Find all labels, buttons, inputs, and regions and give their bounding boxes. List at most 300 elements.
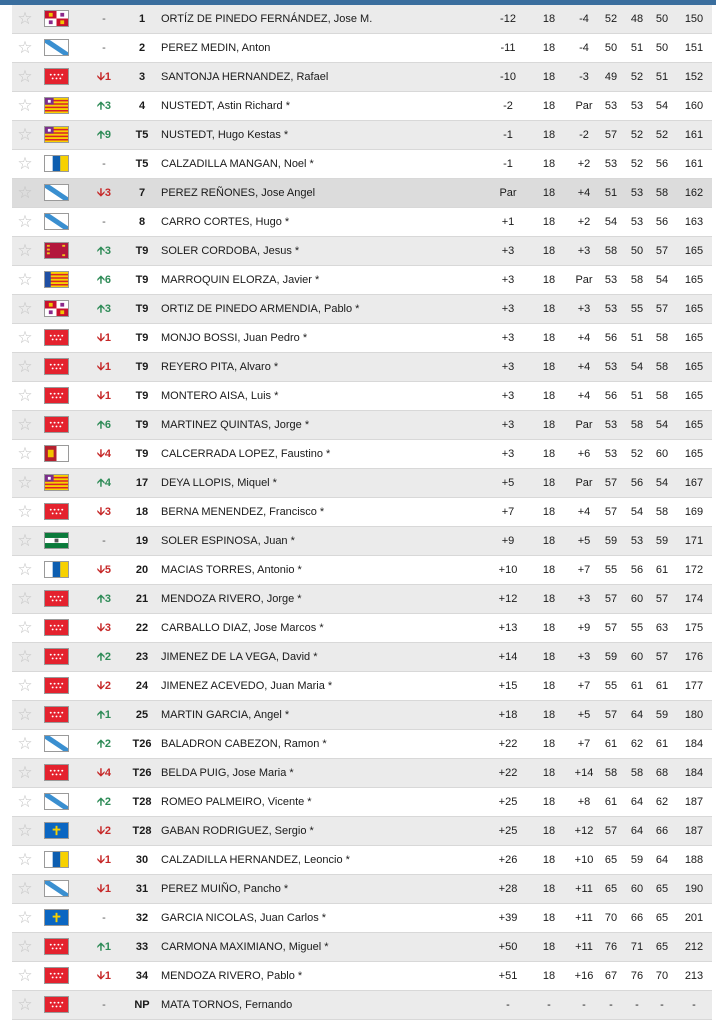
holes-played: 18 — [542, 680, 556, 692]
region-flag-icon — [44, 10, 69, 27]
position-change — [84, 324, 124, 352]
player-name[interactable]: MONJO BOSSI, Juan Pedro * — [161, 332, 308, 344]
position-change — [84, 5, 124, 33]
favorite-star-icon[interactable]: ☆ — [17, 444, 33, 463]
total-strokes: - — [692, 999, 696, 1011]
region-flag-icon — [44, 68, 69, 85]
position-change-value: 9 — [104, 129, 112, 141]
favorite-star-icon[interactable]: ☆ — [17, 647, 33, 666]
position-change — [84, 237, 124, 265]
table-row[interactable] — [12, 150, 712, 179]
position-change-value: 4 — [104, 477, 112, 489]
total-to-par: +39 — [498, 912, 518, 924]
table-row[interactable] — [12, 324, 712, 353]
position-change-value: 1 — [104, 970, 112, 982]
round-to-par: +7 — [577, 738, 591, 750]
position-change-value: 3 — [104, 622, 112, 634]
table-row[interactable] — [12, 237, 712, 266]
player-name[interactable]: CALCERRADA LOPEZ, Faustino * — [161, 448, 331, 460]
round-1-score: 53 — [604, 448, 618, 460]
region-flag-icon — [44, 561, 69, 578]
total-strokes: 165 — [684, 390, 704, 402]
arrow-down-icon: 🡫 — [96, 767, 105, 779]
holes-played: 18 — [542, 42, 556, 54]
player-name[interactable]: GABAN RODRIGUEZ, Sergio * — [161, 825, 314, 837]
total-to-par: +22 — [498, 738, 518, 750]
region-flag-icon — [44, 271, 69, 288]
table-row[interactable] — [12, 759, 712, 788]
round-2-score: 50 — [630, 245, 644, 257]
total-strokes: 187 — [684, 825, 704, 837]
favorite-star-icon[interactable]: ☆ — [17, 763, 33, 782]
holes-played: 18 — [542, 854, 556, 866]
round-2-score: 58 — [630, 274, 644, 286]
favorite-star-icon[interactable]: ☆ — [17, 212, 33, 231]
player-name[interactable]: CARRO CORTES, Hugo * — [161, 216, 290, 228]
round-1-score: 57 — [604, 709, 618, 721]
favorite-star-icon[interactable]: ☆ — [17, 966, 33, 985]
round-3-score: 52 — [655, 129, 669, 141]
table-row[interactable] — [12, 672, 712, 701]
region-flag-icon — [44, 648, 69, 665]
position-change-value: - — [102, 13, 106, 25]
position-change-value: 3 — [104, 506, 112, 518]
favorite-star-icon[interactable]: ☆ — [17, 270, 33, 289]
player-name[interactable]: NUSTEDT, Astin Richard * — [161, 100, 290, 112]
position-change-value: 3 — [104, 187, 112, 199]
position-change — [84, 34, 124, 62]
holes-played: 18 — [542, 245, 556, 257]
position: T9 — [135, 303, 149, 315]
round-3-score: 65 — [655, 883, 669, 895]
table-row[interactable] — [12, 933, 712, 962]
holes-played: 18 — [542, 100, 556, 112]
round-1-score: 53 — [604, 158, 618, 170]
arrow-up-icon: 🡩 — [96, 477, 105, 489]
favorite-star-icon[interactable]: ☆ — [17, 67, 33, 86]
arrow-down-icon: 🡫 — [96, 680, 105, 692]
player-name[interactable]: CALZADILLA HERNANDEZ, Leoncio * — [161, 854, 350, 866]
round-2-score: 66 — [630, 912, 644, 924]
position: T28 — [132, 825, 152, 837]
round-3-score: 57 — [655, 303, 669, 315]
table-row[interactable] — [12, 846, 712, 875]
favorite-star-icon[interactable]: ☆ — [17, 734, 33, 753]
table-row[interactable] — [12, 266, 712, 295]
arrow-up-icon: 🡩 — [96, 419, 105, 431]
player-name[interactable]: ORTÍZ DE PINEDO FERNÁNDEZ, Jose M. — [161, 13, 373, 25]
favorite-star-icon[interactable]: ☆ — [17, 850, 33, 869]
player-name[interactable]: CARMONA MAXIMIANO, Miguel * — [161, 941, 329, 953]
position-change-value: 1 — [104, 71, 112, 83]
round-3-score: 54 — [655, 274, 669, 286]
position: T9 — [135, 448, 149, 460]
arrow-up-icon: 🡩 — [96, 738, 105, 750]
round-to-par: +7 — [577, 564, 591, 576]
total-to-par: -11 — [500, 42, 516, 54]
round-to-par: - — [582, 999, 586, 1011]
player-name[interactable]: MATA TORNOS, Fernando — [161, 999, 293, 1011]
player-name[interactable]: PEREZ REÑONES, Jose Angel — [161, 187, 316, 199]
total-to-par: - — [506, 999, 510, 1011]
holes-played: 18 — [542, 13, 556, 25]
total-strokes: 167 — [684, 477, 704, 489]
round-2-score: 53 — [630, 100, 644, 112]
position: T26 — [132, 738, 152, 750]
arrow-up-icon: 🡩 — [96, 100, 105, 112]
round-2-score: 64 — [630, 825, 644, 837]
round-2-score: 56 — [630, 477, 644, 489]
position-change-value: 3 — [104, 100, 112, 112]
table-row[interactable] — [12, 817, 712, 846]
position: 21 — [135, 593, 149, 605]
favorite-star-icon[interactable]: ☆ — [17, 821, 33, 840]
round-2-score: 52 — [630, 71, 644, 83]
total-to-par: +25 — [498, 796, 518, 808]
position-change — [84, 63, 124, 91]
total-to-par: +9 — [501, 535, 515, 547]
holes-played: 18 — [542, 941, 556, 953]
round-to-par: +9 — [577, 622, 591, 634]
round-3-score: 57 — [655, 245, 669, 257]
total-to-par: +3 — [501, 332, 515, 344]
arrow-down-icon: 🡫 — [96, 71, 105, 83]
round-3-score: 64 — [655, 854, 669, 866]
position-change-value: 2 — [104, 738, 112, 750]
player-name[interactable]: ORTIZ DE PINEDO ARMENDIA, Pablo * — [161, 303, 360, 315]
player-name[interactable]: MONTERO AISA, Luis * — [161, 390, 279, 402]
region-flag-icon — [44, 735, 69, 752]
table-row[interactable] — [12, 440, 712, 469]
position-change-value: 4 — [104, 448, 112, 460]
total-strokes: 165 — [684, 332, 704, 344]
holes-played: 18 — [542, 71, 556, 83]
favorite-star-icon[interactable]: ☆ — [17, 125, 33, 144]
table-row[interactable] — [12, 527, 712, 556]
total-strokes: 201 — [684, 912, 704, 924]
position-change-value: 3 — [104, 303, 112, 315]
total-to-par: +3 — [501, 303, 515, 315]
player-name[interactable]: CALZADILLA MANGAN, Noel * — [161, 158, 314, 170]
round-2-score: 48 — [630, 13, 644, 25]
total-to-par: +28 — [498, 883, 518, 895]
holes-played: 18 — [542, 129, 556, 141]
round-3-score: 56 — [655, 158, 669, 170]
round-2-score: 53 — [630, 187, 644, 199]
position: 7 — [138, 187, 146, 199]
favorite-star-icon[interactable]: ☆ — [17, 9, 33, 28]
favorite-star-icon[interactable]: ☆ — [17, 183, 33, 202]
round-3-score: 58 — [655, 361, 669, 373]
player-name[interactable]: SANTONJA HERNANDEZ, Rafael — [161, 71, 329, 83]
round-3-score: 54 — [655, 419, 669, 431]
round-to-par: +3 — [577, 245, 591, 257]
favorite-star-icon[interactable]: ☆ — [17, 357, 33, 376]
round-1-score: 53 — [604, 274, 618, 286]
region-flag-icon — [44, 793, 69, 810]
region-flag-icon — [44, 126, 69, 143]
table-row[interactable] — [12, 730, 712, 759]
position-change — [84, 208, 124, 236]
total-strokes: 212 — [684, 941, 704, 953]
round-to-par: +2 — [577, 158, 591, 170]
total-strokes: 184 — [684, 738, 704, 750]
region-flag-icon — [44, 706, 69, 723]
table-row[interactable] — [12, 34, 712, 63]
favorite-star-icon[interactable]: ☆ — [17, 995, 33, 1014]
table-row[interactable] — [12, 5, 712, 34]
position: 8 — [138, 216, 146, 228]
total-to-par: +1 — [501, 216, 515, 228]
region-flag-icon — [44, 619, 69, 636]
round-2-score: 51 — [630, 42, 644, 54]
table-row[interactable] — [12, 208, 712, 237]
round-to-par: +4 — [577, 390, 591, 402]
player-name[interactable]: DEYA LLOPIS, Miquel * — [161, 477, 277, 489]
arrow-up-icon: 🡩 — [96, 709, 105, 721]
holes-played: 18 — [542, 593, 556, 605]
table-row[interactable] — [12, 295, 712, 324]
table-row[interactable] — [12, 63, 712, 92]
holes-played: 18 — [542, 825, 556, 837]
table-row[interactable] — [12, 498, 712, 527]
favorite-star-icon[interactable]: ☆ — [17, 154, 33, 173]
round-1-score: 65 — [604, 854, 618, 866]
position-change — [84, 701, 124, 729]
player-name[interactable]: MARTIN GARCIA, Angel * — [161, 709, 290, 721]
arrow-down-icon: 🡫 — [96, 448, 105, 460]
table-row[interactable] — [12, 875, 712, 904]
favorite-star-icon[interactable]: ☆ — [17, 705, 33, 724]
position-change-value: 1 — [104, 854, 112, 866]
region-flag-icon — [44, 851, 69, 868]
table-row[interactable] — [12, 962, 712, 991]
round-2-score: 58 — [630, 419, 644, 431]
player-name[interactable]: JIMENEZ DE LA VEGA, David * — [161, 651, 318, 663]
favorite-star-icon[interactable]: ☆ — [17, 676, 33, 695]
table-row[interactable] — [12, 121, 712, 150]
round-1-score: 58 — [604, 767, 618, 779]
position-change — [84, 353, 124, 381]
table-row[interactable] — [12, 643, 712, 672]
favorite-star-icon[interactable]: ☆ — [17, 328, 33, 347]
round-1-score: 56 — [604, 390, 618, 402]
round-1-score: 53 — [604, 419, 618, 431]
player-name[interactable]: MACIAS TORRES, Antonio * — [161, 564, 302, 576]
total-to-par: +12 — [498, 593, 518, 605]
round-2-score: 71 — [630, 941, 644, 953]
round-3-score: 50 — [655, 13, 669, 25]
table-row[interactable] — [12, 701, 712, 730]
player-name[interactable]: REYERO PITA, Alvaro * — [161, 361, 279, 373]
position-change — [84, 469, 124, 497]
position-change-value: 2 — [104, 651, 112, 663]
favorite-star-icon[interactable]: ☆ — [17, 879, 33, 898]
round-2-score: 59 — [630, 854, 644, 866]
position-change-value: 3 — [104, 245, 112, 257]
round-3-score: 58 — [655, 390, 669, 402]
region-flag-icon — [44, 880, 69, 897]
position-change-value: - — [102, 216, 106, 228]
position: 17 — [135, 477, 149, 489]
holes-played: 18 — [542, 970, 556, 982]
round-2-score: 64 — [630, 709, 644, 721]
total-to-par: -2 — [503, 100, 513, 112]
favorite-star-icon[interactable]: ☆ — [17, 560, 33, 579]
total-strokes: 161 — [684, 158, 704, 170]
round-to-par: +7 — [577, 680, 591, 692]
round-3-score: 65 — [655, 912, 669, 924]
table-row[interactable] — [12, 991, 712, 1020]
position-change — [84, 295, 124, 323]
arrow-down-icon: 🡫 — [96, 622, 105, 634]
table-row[interactable] — [12, 556, 712, 585]
position-change — [84, 585, 124, 613]
round-1-score: 56 — [604, 332, 618, 344]
round-2-score: 51 — [630, 332, 644, 344]
player-name[interactable]: MARROQUIN ELORZA, Javier * — [161, 274, 320, 286]
table-row[interactable] — [12, 411, 712, 440]
total-to-par: +3 — [501, 274, 515, 286]
player-name[interactable]: PEREZ MUIÑO, Pancho * — [161, 883, 289, 895]
arrow-down-icon: 🡫 — [96, 854, 105, 866]
region-flag-icon — [44, 39, 69, 56]
arrow-up-icon: 🡩 — [96, 303, 105, 315]
position: 25 — [135, 709, 149, 721]
round-3-score: 54 — [655, 100, 669, 112]
round-1-score: 57 — [604, 825, 618, 837]
player-name[interactable]: MENDOZA RIVERO, Jorge * — [161, 593, 302, 605]
player-name[interactable]: BELDA PUIG, Jose Maria * — [161, 767, 294, 779]
player-name[interactable]: SOLER CORDOBA, Jesus * — [161, 245, 300, 257]
table-row[interactable] — [12, 382, 712, 411]
favorite-star-icon[interactable]: ☆ — [17, 473, 33, 492]
position: 32 — [135, 912, 149, 924]
round-1-score: 55 — [604, 680, 618, 692]
round-3-score: 66 — [655, 825, 669, 837]
position-change — [84, 759, 124, 787]
position-change — [84, 614, 124, 642]
player-name[interactable]: JIMENEZ ACEVEDO, Juan Maria * — [161, 680, 333, 692]
total-strokes: 163 — [684, 216, 704, 228]
table-row[interactable] — [12, 904, 712, 933]
player-name[interactable]: MARTINEZ QUINTAS, Jorge * — [161, 419, 310, 431]
player-name[interactable]: ROMEO PALMEIRO, Vicente * — [161, 796, 312, 808]
region-flag-icon — [44, 358, 69, 375]
table-row[interactable] — [12, 788, 712, 817]
total-to-par: +51 — [498, 970, 518, 982]
player-name[interactable]: MENDOZA RIVERO, Pablo * — [161, 970, 303, 982]
round-to-par: +16 — [574, 970, 594, 982]
player-name[interactable]: GARCIA NICOLAS, Juan Carlos * — [161, 912, 327, 924]
round-1-score: 67 — [604, 970, 618, 982]
favorite-star-icon[interactable]: ☆ — [17, 96, 33, 115]
round-to-par: +3 — [577, 651, 591, 663]
round-2-score: 61 — [630, 680, 644, 692]
table-row[interactable] — [12, 469, 712, 498]
region-flag-icon — [44, 416, 69, 433]
favorite-star-icon[interactable]: ☆ — [17, 792, 33, 811]
table-row[interactable] — [12, 614, 712, 643]
holes-played: 18 — [542, 274, 556, 286]
total-to-par: +14 — [498, 651, 518, 663]
total-strokes: 180 — [684, 709, 704, 721]
round-2-score: 62 — [630, 738, 644, 750]
holes-played: 18 — [542, 158, 556, 170]
table-row[interactable] — [12, 585, 712, 614]
position-change — [84, 382, 124, 410]
total-to-par: +18 — [498, 709, 518, 721]
holes-played: 18 — [542, 767, 556, 779]
round-1-score: 65 — [604, 883, 618, 895]
favorite-star-icon[interactable]: ☆ — [17, 38, 33, 57]
round-2-score: 52 — [630, 158, 644, 170]
total-to-par: +22 — [498, 767, 518, 779]
favorite-star-icon[interactable]: ☆ — [17, 502, 33, 521]
player-name[interactable]: CARBALLO DIAZ, Jose Marcos * — [161, 622, 324, 634]
arrow-down-icon: 🡫 — [96, 187, 105, 199]
round-to-par: -2 — [579, 129, 589, 141]
round-1-score: 58 — [604, 245, 618, 257]
round-2-score: 54 — [630, 506, 644, 518]
favorite-star-icon[interactable]: ☆ — [17, 908, 33, 927]
round-3-score: 58 — [655, 506, 669, 518]
position-change-value: 1 — [104, 361, 112, 373]
total-strokes: 188 — [684, 854, 704, 866]
player-name[interactable]: PEREZ MEDIN, Anton — [161, 42, 271, 54]
position: T5 — [135, 158, 149, 170]
player-name[interactable]: SOLER ESPINOSA, Juan * — [161, 535, 295, 547]
player-name[interactable]: NUSTEDT, Hugo Kestas * — [161, 129, 289, 141]
favorite-star-icon[interactable]: ☆ — [17, 241, 33, 260]
round-1-score: 57 — [604, 506, 618, 518]
favorite-star-icon[interactable]: ☆ — [17, 618, 33, 637]
player-name[interactable]: BERNA MENENDEZ, Francisco * — [161, 506, 325, 518]
round-1-score: 61 — [604, 738, 618, 750]
round-to-par: +3 — [577, 593, 591, 605]
position: 19 — [135, 535, 149, 547]
position-change — [84, 991, 124, 1019]
region-flag-icon — [44, 764, 69, 781]
total-to-par: +26 — [498, 854, 518, 866]
round-to-par: Par — [575, 419, 593, 431]
holes-played: 18 — [542, 390, 556, 402]
table-row[interactable] — [12, 92, 712, 121]
round-to-par: Par — [575, 274, 593, 286]
round-to-par: +5 — [577, 535, 591, 547]
position: 33 — [135, 941, 149, 953]
favorite-star-icon[interactable]: ☆ — [17, 531, 33, 550]
position-change — [84, 643, 124, 671]
favorite-star-icon[interactable]: ☆ — [17, 386, 33, 405]
table-row[interactable] — [12, 179, 712, 208]
player-name[interactable]: BALADRON CABEZON, Ramon * — [161, 738, 327, 750]
round-3-score: 63 — [655, 622, 669, 634]
favorite-star-icon[interactable]: ☆ — [17, 299, 33, 318]
position: T9 — [135, 390, 149, 402]
round-2-score: 60 — [630, 593, 644, 605]
total-to-par: -1 — [503, 158, 513, 170]
position: 22 — [135, 622, 149, 634]
position-change — [84, 672, 124, 700]
round-3-score: 57 — [655, 651, 669, 663]
favorite-star-icon[interactable]: ☆ — [17, 589, 33, 608]
favorite-star-icon[interactable]: ☆ — [17, 415, 33, 434]
table-row[interactable] — [12, 353, 712, 382]
round-to-par: +12 — [574, 825, 594, 837]
favorite-star-icon[interactable]: ☆ — [17, 937, 33, 956]
position: 23 — [135, 651, 149, 663]
